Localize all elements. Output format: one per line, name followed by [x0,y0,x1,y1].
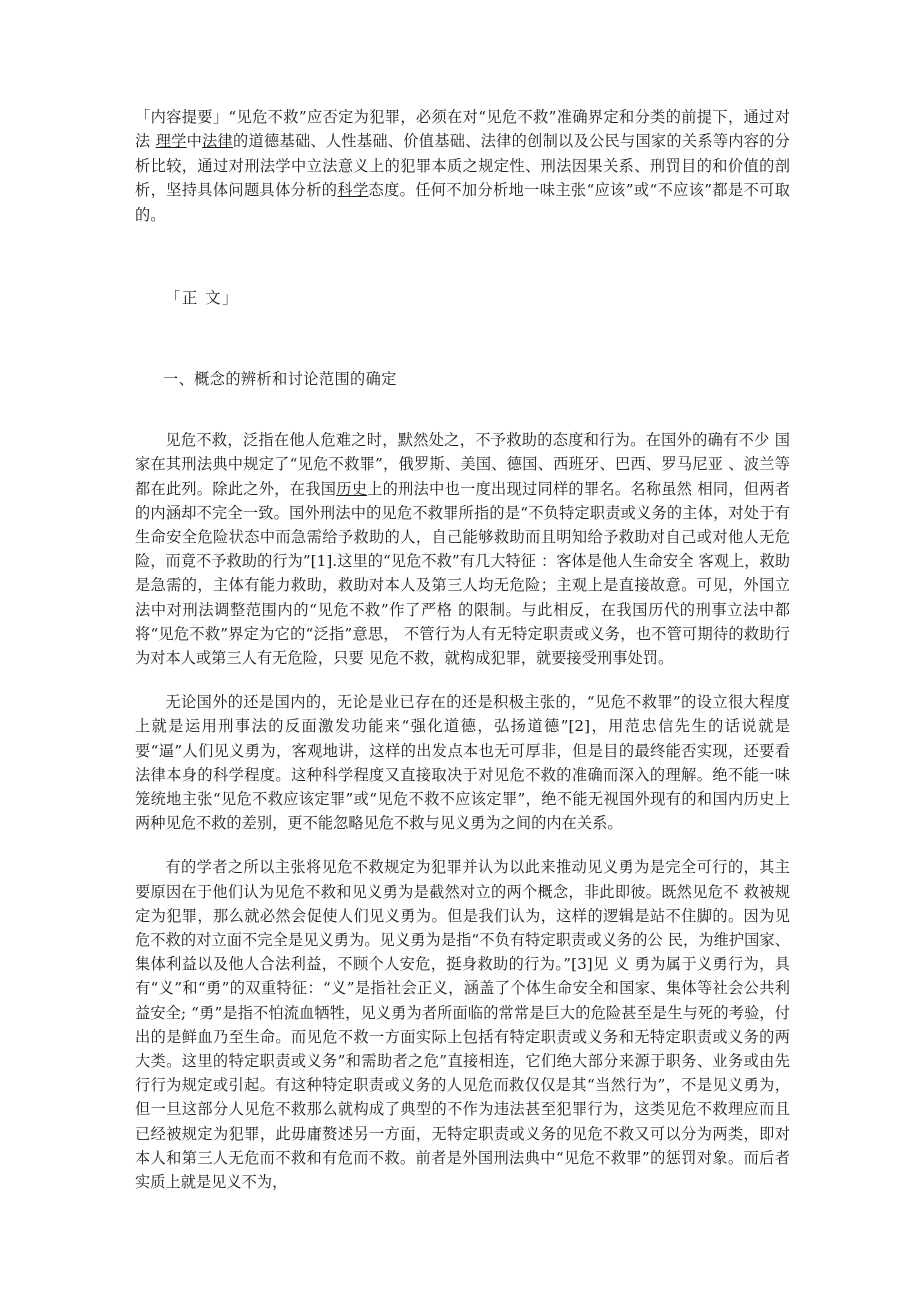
body-paragraph-2: 无论国外的还是国内的，无论是业已存在的还是积极主张的，“见危不救罪”的设立很大程度上就是运用刑事法的反面激发功能来“强化道德，弘扬道德”[2]，用范忠信先生的话说就是要“逼”人们见义勇为，客观地讲，这样的出发点本也无可厚非，但是目的最终能否实现，还要看法律本身的科学程度。这种科学程度又直接取决于对见危不救的准确而深入的理解。绝不能一味笼统地主张“见危不救应该定罪”或“见危不救不应该定罪”，绝不能无视国外现有的和国内历史上两种见危不救的差别，更不能忽略见危不救与见义勇为之间的内在关系。 [135,693,790,833]
link-jurisprudence[interactable]: 理学 [155,132,187,151]
abstract-text-part-1: “见危不救”应否定为犯罪，必须在对“见危不救”准确界定和分类的前提下，通过对法 [135,108,790,151]
main-text-label: 「正 文」 [165,289,239,308]
abstract-label: 「内容提要」 [135,108,229,126]
spacer-after-heading [135,406,790,428]
link-history[interactable]: 历史 [336,479,368,498]
body-paragraph-3: 有的学者之所以主张将见危不救规定为犯罪并认为以此来推动见义勇为是完全可行的，其主要原因在于他们认为见危不救和见义勇为是截然对立的两个概念，非此即彼。既然见危不 救被规定为犯罪，那么就必然会促使人们见义勇为。但是我们认为，这样的逻辑是站不住脚的。因为见危不救的对立面不完全是见义勇为。见义勇为是指“不负有特定职责或义务的公 民，为维护国家、集体利益以及他人合法利益，不顾个人安危，挺身救助的行为。”[3]见 义 勇为属于义勇行为，具有“义”和“勇”的双重特征：“义”是指社会正义，涵盖了个体生命安全和国家、集体等社会公共利益安全; “勇”是指不怕流血牺牲，见义勇为者所面临的常常是巨大的危险甚至是生与死的考验，付出的是鲜血乃至生命。而见危不救一方面实际上包括有特定职责或义务和无特定职责或义务的两大类。这里的特定职责或义务”和需助者之危”直接相连，它们绝大部分来源于职务、业务或由先行行为规定或引起。有这种特定职责或义务的人见危而救仅仅是其“当然行为”，不是见义勇为，但一旦这部分人见危不救那么就构成了典型的不作为违法甚至犯罪行为，这类见危不救理应而且已经被规定为犯罪，此毋庸赘述另一方面，无特定职责或义务的见危不救又可以分为两类，即对本人和第三人无危而不救和有危而不救。前者是外国刑法典中“见危不救罪”的惩罚对象。而后者实质上就是见义不为， [135,858,790,1192]
body-paragraph-1 [135,428,790,670]
abstract-paragraph [135,105,790,227]
link-science[interactable]: 科学 [337,181,369,200]
link-law[interactable]: 法律 [202,132,234,151]
spacer-after-main-label [135,326,790,352]
para-1-text-before-link: 见危不救，泛指在他人危难之时，默然处之，不予救助的态度和行为。在国外的确有不少 国家在其刑法典中规定了“见危不救罪”，俄罗斯、美国、德国、西班牙、巴西、罗马尼亚 、波兰等都在此列。除此之外，在我国 [135,431,790,498]
abstract-text-mid-1: 中 [186,132,203,151]
spacer-after-abstract [135,227,790,271]
para-1-text-after-link: 上的刑法中也一度出现过同样的罪名。名称虽然 相同，但两者的内涵却不完全一致。国外刑法中的见危不救罪所指的是“不负特定职责或义务的主体，对处于有生命安全危险状态中而急需给予救助的人，自己能够救助而且明知给予救助对自己或对他人无危险，而竟不予救助的行为”[1].这里的“见危不救”有几大特征 ：客体是他人生命安全 客观上，救助是急需的，主体有能力救助，救助对本人及第三人均无危险；主观上是直接故意。可见，外国立法中对刑法调整范围内的“见危不救”作了严格 的限制。与此相反，在我国历代的刑事立法中都将“见危不救”界定为它的“泛指”意思， 不管行为人有无特定职责或义务，也不管可期待的救助行为对本人或第三人有无危险，只要 见危不救，就构成犯罪，就要接受刑事处罚。 [135,479,791,668]
abstract-text-part-2: 的道德基础、人性基础、价值基础、法律的创制以及公民与国家的关系等内容的分析比较，通过对刑法学中立法意义上的犯罪本质之规定性、刑法因果关系、刑罚目的和价值的剖析，坚持具体问题具体分析的 [135,132,791,200]
section-heading-1: 一、概念的辨析和讨论范围的确定 [163,370,397,388]
abstract-text-part-3: 态度。任何不加分析地一味主张“应该”或“不应该”都是不可取的。 [135,181,790,224]
